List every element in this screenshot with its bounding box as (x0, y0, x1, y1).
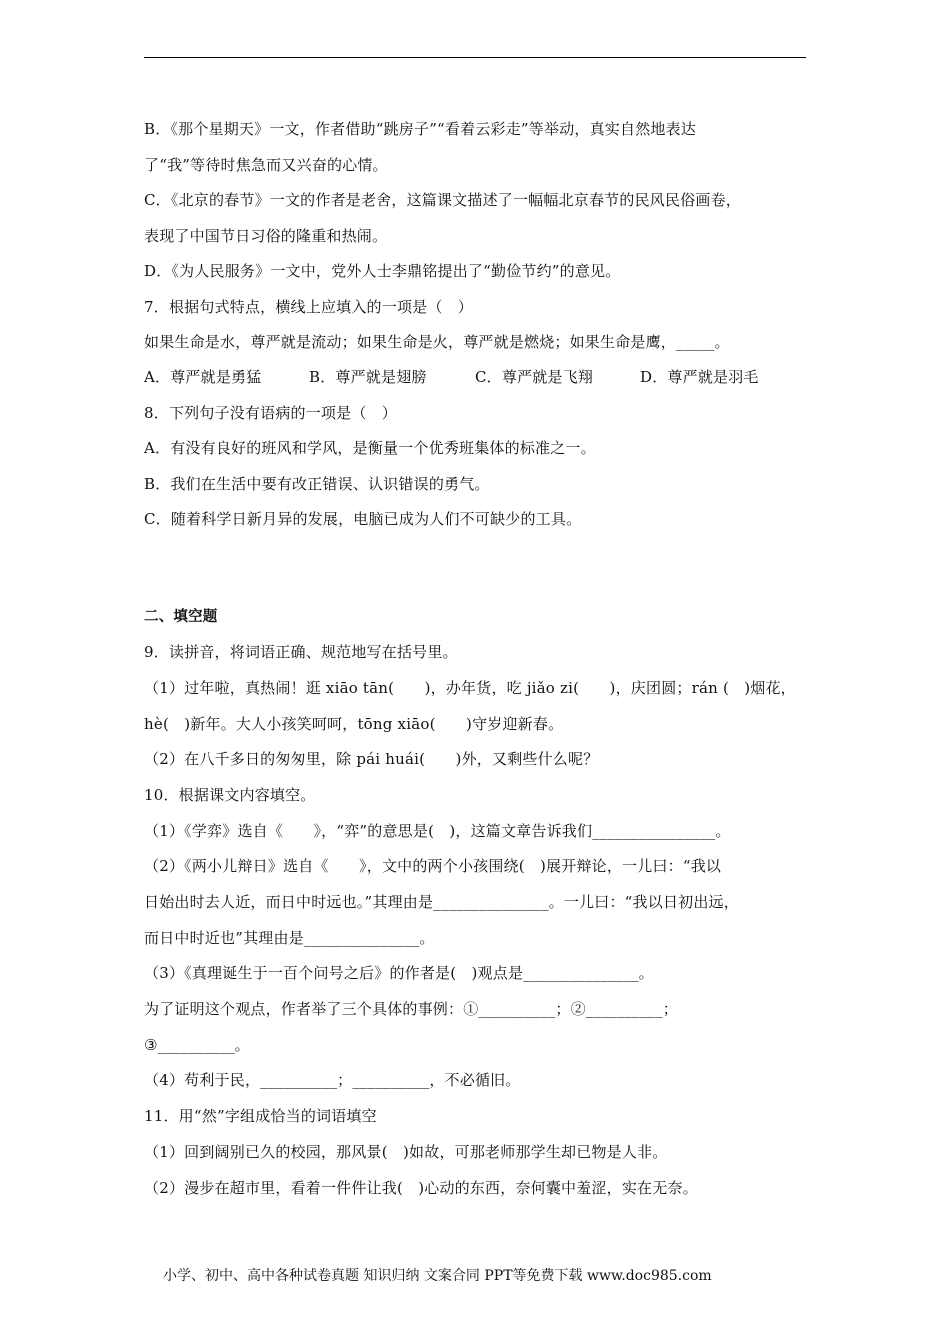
q10-part4: （4）苟利于民，__________；__________，不必循旧。 (144, 1071, 521, 1089)
q10-part3-line3: ③__________。 (144, 1036, 250, 1054)
q9-part1-line2: hè( )新年。大人小孩笑呵呵，tōng xiāo( )守岁迎新春。 (144, 715, 564, 733)
q7-option-a: A．尊严就是勇猛 (144, 368, 262, 386)
q6-option-c-line1: C．《北京的春节》一文的作者是老舍，这篇课文描述了一幅幅北京春节的民风民俗画卷， (144, 191, 741, 209)
section-heading-fill-blank: 二、填空题 (144, 609, 218, 625)
q10-part3-line1: （3）《真理诞生于一百个问号之后》的作者是( )观点是_______________。 (144, 964, 654, 982)
q11-part1: （1）回到阔别已久的校园，那风景( )如故，可那老师那学生却已物是人非。 (144, 1143, 668, 1161)
q8-option-b: B．我们在生活中要有改正错误、认识错误的勇气。 (144, 475, 490, 493)
q9-part1-line1: （1）过年啦，真热闹！逛 xiāo tān( )，办年货，吃 jiǎo zi( )，庆团圆；rán ( )烟花， (144, 679, 796, 697)
q7-option-d: D．尊严就是羽毛 (640, 368, 759, 386)
footer-watermark-text: 小学、初中、高中各种试卷真题 知识归纳 文案合同 PPT等免费下载 www.doc985.com (163, 1268, 712, 1284)
q10-part2-line3: 而日中时近也”其理由是_______________。 (144, 929, 435, 947)
q6-option-b-line1: B．《那个星期天》一文，作者借助“跳房子”“看着云彩走”等举动，真实自然地表达 (144, 120, 697, 138)
q8-option-a: A．有没有良好的班风和学风，是衡量一个优秀班集体的标准之一。 (144, 439, 596, 457)
q7-stem: 7．根据句式特点，横线上应填入的一项是（ ） (144, 298, 473, 316)
q8-stem: 8．下列句子没有语病的一项是（ ） (144, 404, 397, 422)
q6-option-b-line2: 了“我”等待时焦急而又兴奋的心情。 (144, 156, 388, 174)
q10-part2-line2: 日始出时去人近，而日中时远也。”其理由是_______________。一儿曰：“我以日初出远， (144, 893, 739, 911)
q7-option-c: C．尊严就是飞翔 (475, 368, 594, 386)
header-rule (144, 57, 806, 58)
q10-stem: 10．根据课文内容填空。 (144, 786, 316, 804)
q10-part2-line1: （2）《两小儿辩日》选自《 》，文中的两个小孩围绕( )展开辩论，一儿曰：“我以 (144, 857, 722, 875)
q6-option-d: D．《为人民服务》一文中，党外人士李鼎铭提出了“勤俭节约”的意见。 (144, 262, 621, 280)
q6-option-c-line2: 表现了中国节日习俗的隆重和热闹。 (144, 227, 388, 245)
q10-part1: （1）《学弈》选自《 》，“弈”的意思是( )，这篇文章告诉我们________________。 (144, 822, 731, 840)
q11-stem: 11．用“然”字组成恰当的词语填空 (144, 1107, 377, 1125)
q7-option-b: B．尊严就是翅膀 (309, 368, 427, 386)
q10-part3-line2: 为了证明这个观点，作者举了三个具体的事例：①__________；②__________； (144, 1000, 679, 1018)
q9-part2: （2）在八千多日的匆匆里，除 pái huái( )外，又剩些什么呢？ (144, 750, 599, 768)
q7-sentence: 如果生命是水，尊严就是流动；如果生命是火，尊严就是燃烧；如果生命是鹰，_____。 (144, 333, 730, 351)
q8-option-c: C．随着科学日新月异的发展，电脑已成为人们不可缺少的工具。 (144, 510, 582, 528)
q11-part2: （2）漫步在超市里，看着一件件让我( )心动的东西，奈何囊中羞涩，实在无奈。 (144, 1179, 698, 1197)
q9-stem: 9．读拼音，将词语正确、规范地写在括号里。 (144, 643, 458, 661)
